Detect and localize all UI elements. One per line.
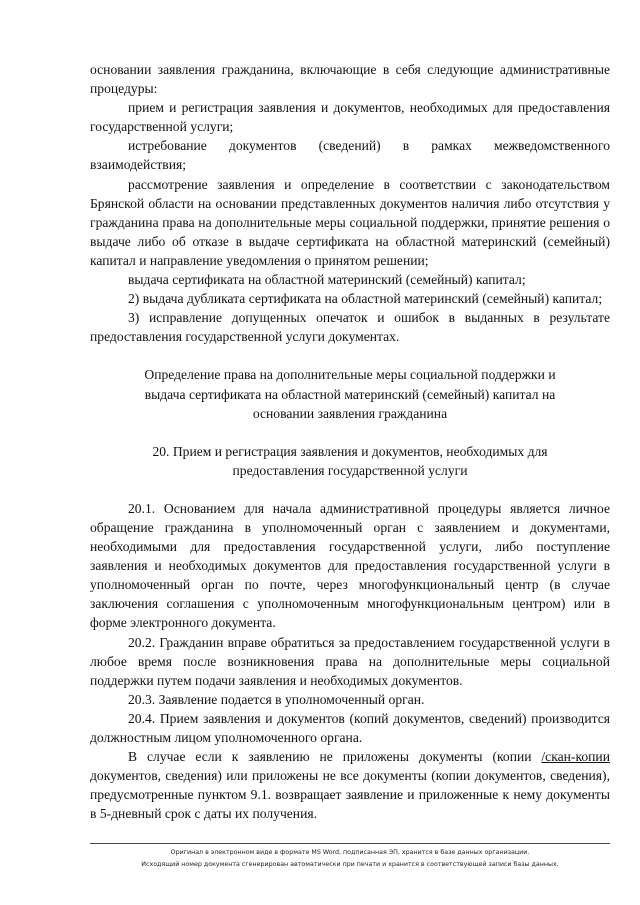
section-heading: 20. Прием и регистрация заявления и документов, необходимых для предоставления государственной услуги bbox=[152, 443, 548, 478]
paragraph-text: В случае если к заявлению не приложены документы (копии bbox=[128, 749, 542, 765]
paragraph: 2) выдача дубликата сертификата на областной материнский (семейный) капитал; bbox=[128, 291, 603, 307]
paragraph: выдача сертификата на областной материнский (семейный) капитал; bbox=[128, 272, 526, 288]
paragraph: основании заявления гражданина, включающие в себя следующие административные процедуры: bbox=[90, 62, 610, 97]
clause-20-2: 20.2. Гражданин вправе обратиться за предоставлением государственной услуги в любое время после возникновения права на дополнительные меры социальной поддержки путем подачи заявления и необходимых документов. bbox=[90, 634, 610, 688]
clause-20-3: 20.3. Заявление подается в уполномоченный орган. bbox=[128, 691, 425, 707]
clause-20-1: 20.1. Основанием для начала административной процедуры является личное обращение гражданина в уполномоченный орган с заявлением и документами, необходимыми для предоставления государственной услуги, либо поступление заявления и необходимых документов для предоставления государственной услуги в уполномоченный орган по почте, через многофункциональный центр (в случае заключения соглашения с уполномоченным многофункциональным центром) или в форме электронного документа. bbox=[90, 500, 610, 631]
paragraph: прием и регистрация заявления и документов, необходимых для предоставления государственной услуги; bbox=[90, 100, 610, 135]
paragraph-text: документов, сведения) или приложены не все документы (копии документов, сведения), предусмотренные пунктом 9.1. возвращает заявление и приложенные к нему документы в 5-дневный срок с даты их получения. bbox=[90, 768, 610, 822]
paragraph: истребование документов (сведений) в рамках межведомственного взаимодействия; bbox=[90, 138, 610, 173]
section-heading: Определение права на дополнительные меры социальной поддержки и выдача сертификата на областной материнский (семейный) капитал на основании заявления гражданина bbox=[144, 367, 556, 421]
document-body bbox=[90, 60, 610, 823]
paragraph: 3) исправление допущенных опечаток и ошибок в выданных в результате предоставления государственной услуги документах. bbox=[90, 310, 610, 345]
paragraph bbox=[90, 747, 610, 823]
paragraph: рассмотрение заявления и определение в соответствии с законодательством Брянской области на основании представленных документов наличия либо отсутствия у гражданина права на дополнительные меры социальной поддержки, принятие решения о выдаче либо об отказе в выдаче сертификата на областной материнский (семейный) капитал и направление уведомления о принятом решении; bbox=[90, 176, 610, 268]
clause-20-4: 20.4. Прием заявления и документов (копий документов, сведений) производится должностным лицом уполномоченного органа. bbox=[90, 710, 610, 745]
page-footer bbox=[90, 843, 610, 871]
footer-note: Исходящий номер документа сгенерирован автоматически при печати и хранится в соответствующей записи базы данных. bbox=[141, 861, 559, 868]
underlined-text: /скан-копии bbox=[541, 749, 610, 765]
footer-note: Оригинал в электронном виде в формате MS Word, подписанная ЭП, хранится в базе данных организации. bbox=[170, 849, 530, 856]
